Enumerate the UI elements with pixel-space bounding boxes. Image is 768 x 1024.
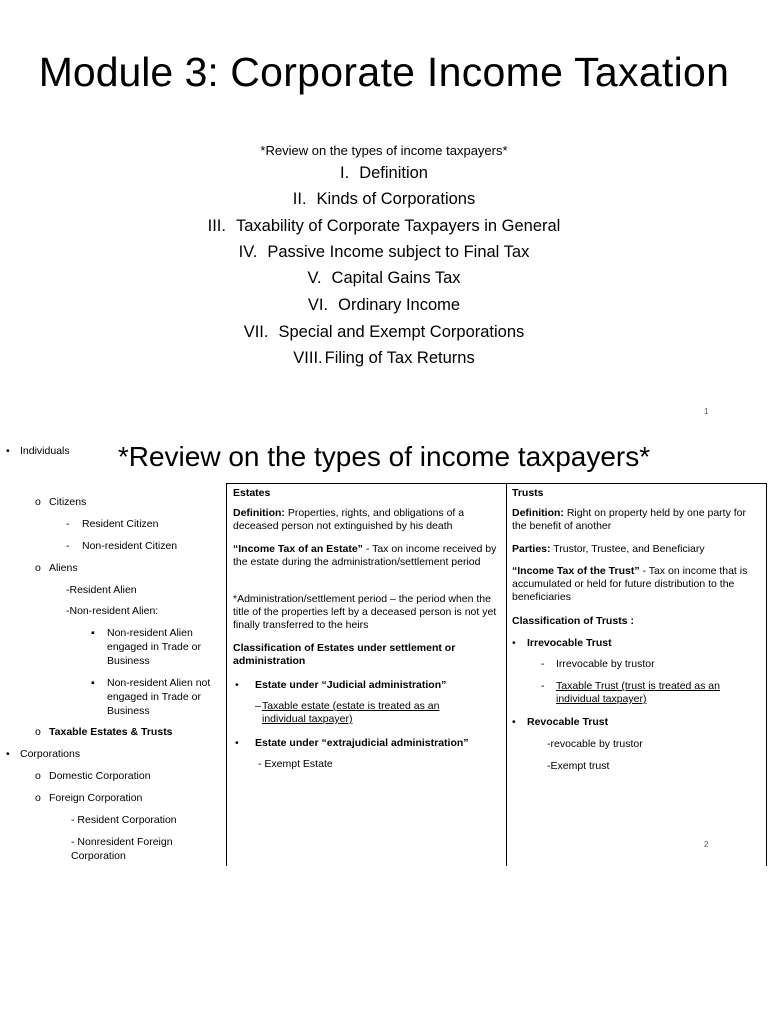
trusts-revocable: Revocable Trust [527, 716, 609, 728]
toc-item [0, 323, 768, 342]
estates-classification: Classification of Estates under settlement or administration [233, 642, 456, 667]
trusts-income-label: “Income Tax of the Trust” [512, 565, 640, 577]
toc-number: V. [307, 269, 322, 287]
toc-item [0, 164, 768, 183]
estates-trusts-table [226, 483, 767, 866]
square-bullet-icon: ▪ [91, 677, 95, 689]
estates-admin-period: *Administration/settlement period – the period when the title of the properties left by a deceased person is not yet finally transferred to the heirs [233, 593, 497, 631]
title-module: Module 3: [38, 49, 219, 95]
dash-icon: - [66, 540, 70, 552]
estates-income-tax [233, 543, 501, 569]
estates-def-text: Properties, rights, and obligations of a deceased person not extinguished by his death [233, 507, 465, 532]
toc-number: III. [207, 217, 226, 235]
dash-icon: - [541, 680, 545, 692]
toc-item [0, 243, 768, 262]
trusts-classification: Classification of Trusts : [512, 615, 634, 627]
trusts-def-text: Right on property held by one party for the benefit of another [512, 507, 747, 532]
estates-income-text: - Tax on income received by the estate during the administration/settlement period [233, 543, 497, 568]
toc-label: Ordinary Income [338, 296, 461, 314]
tree-corporations: Corporations [20, 748, 81, 760]
estates-definition [233, 507, 498, 533]
estates-taxable: Taxable estate (estate is treated as an individual taxpayer) [262, 700, 440, 725]
column-divider [506, 484, 507, 866]
trusts-parties [512, 543, 705, 556]
circle-bullet-icon: o [35, 496, 41, 508]
toc-item [0, 349, 768, 368]
estates-taxable-dash: – [255, 700, 261, 712]
slide1-title [0, 46, 768, 98]
page-number: 1 [704, 407, 709, 416]
toc-item [0, 296, 768, 315]
slide2-title: *Review on the types of income taxpayers* [117, 441, 651, 472]
toc-number: VII. [243, 323, 269, 341]
tree-nra-not-engaged: Non-resident Alien not engaged in Trade or Business [107, 677, 211, 717]
tree-foreign: Foreign Corporation [49, 792, 143, 804]
circle-bullet-icon: o [35, 562, 41, 574]
tree-domestic: Domestic Corporation [49, 770, 151, 782]
page-number: 2 [704, 840, 709, 849]
bullet-icon: • [512, 637, 516, 649]
toc-number: VI. [307, 296, 329, 314]
trusts-heading: Trusts [512, 487, 544, 499]
trusts-income-tax [512, 565, 762, 604]
tree-resident-citizen: Resident Citizen [82, 518, 159, 530]
trusts-irrevocable-by: Irrevocable by trustor [556, 658, 655, 670]
bullet-icon: • [6, 445, 10, 457]
slide1-subtitle: *Review on the types of income taxpayers* [260, 143, 508, 158]
tree-citizens: Citizens [49, 496, 87, 508]
circle-bullet-icon: o [35, 726, 41, 738]
toc-label: Capital Gains Tax [331, 269, 461, 287]
toc-label: Kinds of Corporations [316, 190, 476, 208]
estates-def-label: Definition: [233, 507, 285, 519]
bullet-icon: • [6, 748, 10, 760]
estates-income-label: “Income Tax of an Estate” [233, 543, 363, 555]
trusts-taxable: Taxable Trust (trust is treated as an individual taxpayer) [556, 680, 720, 705]
tree-individuals: Individuals [20, 445, 70, 457]
circle-bullet-icon: o [35, 770, 41, 782]
bullet-icon: • [235, 679, 239, 691]
trusts-exempt: -Exempt trust [547, 760, 610, 772]
toc-number: VIII. [293, 349, 323, 367]
toc-number: I. [340, 164, 350, 182]
tree-resident-corp: - Resident Corporation [71, 814, 177, 826]
circle-bullet-icon: o [35, 792, 41, 804]
toc-label: Special and Exempt Corporations [278, 323, 525, 341]
tree-resident-alien: -Resident Alien [66, 584, 137, 596]
tree-nra-engaged: Non-resident Alien engaged in Trade or Business [107, 627, 201, 667]
toc-label: Definition [359, 164, 428, 182]
tree-taxable-estates: Taxable Estates & Trusts [49, 726, 173, 738]
tree-nonresident-alien: -Non-resident Alien: [66, 605, 159, 617]
trusts-revocable-by: -revocable by trustor [547, 738, 643, 750]
dash-icon: - [541, 658, 545, 670]
trusts-def-label: Definition: [512, 507, 564, 519]
tree-nonresident-foreign: - Nonresident Foreign Corporation [71, 836, 173, 862]
dash-icon: - [66, 518, 70, 530]
toc-number: IV. [238, 243, 258, 261]
estates-exempt: - Exempt Estate [258, 758, 333, 770]
square-bullet-icon: ▪ [91, 627, 95, 639]
trusts-parties-text: Trustor, Trustee, and Beneficiary [550, 543, 705, 555]
trusts-definition [512, 507, 762, 533]
toc-item [0, 190, 768, 209]
trusts-parties-label: Parties: [512, 543, 551, 555]
toc-item [0, 217, 768, 236]
title-rest: Corporate Income Taxation [230, 49, 730, 95]
trusts-irrevocable: Irrevocable Trust [527, 637, 612, 649]
toc-number: II. [292, 190, 307, 208]
bullet-icon: • [235, 737, 239, 749]
toc-item [0, 269, 768, 288]
toc-label: Passive Income subject to Final Tax [267, 243, 530, 261]
toc-label: Taxability of Corporate Taxpayers in General [235, 217, 561, 235]
toc-label: Filing of Tax Returns [324, 349, 475, 367]
bullet-icon: • [512, 716, 516, 728]
estates-judicial: Estate under “Judicial administration” [255, 679, 447, 691]
tree-nonresident-citizen: Non-resident Citizen [82, 540, 178, 552]
estates-heading: Estates [233, 487, 271, 499]
trusts-income-text: - Tax on income that is accumulated or held for future distribution to the beneficiaries [512, 565, 748, 603]
tree-aliens: Aliens [49, 562, 78, 574]
estates-extrajudicial: Estate under “extrajudicial administration” [255, 737, 469, 749]
